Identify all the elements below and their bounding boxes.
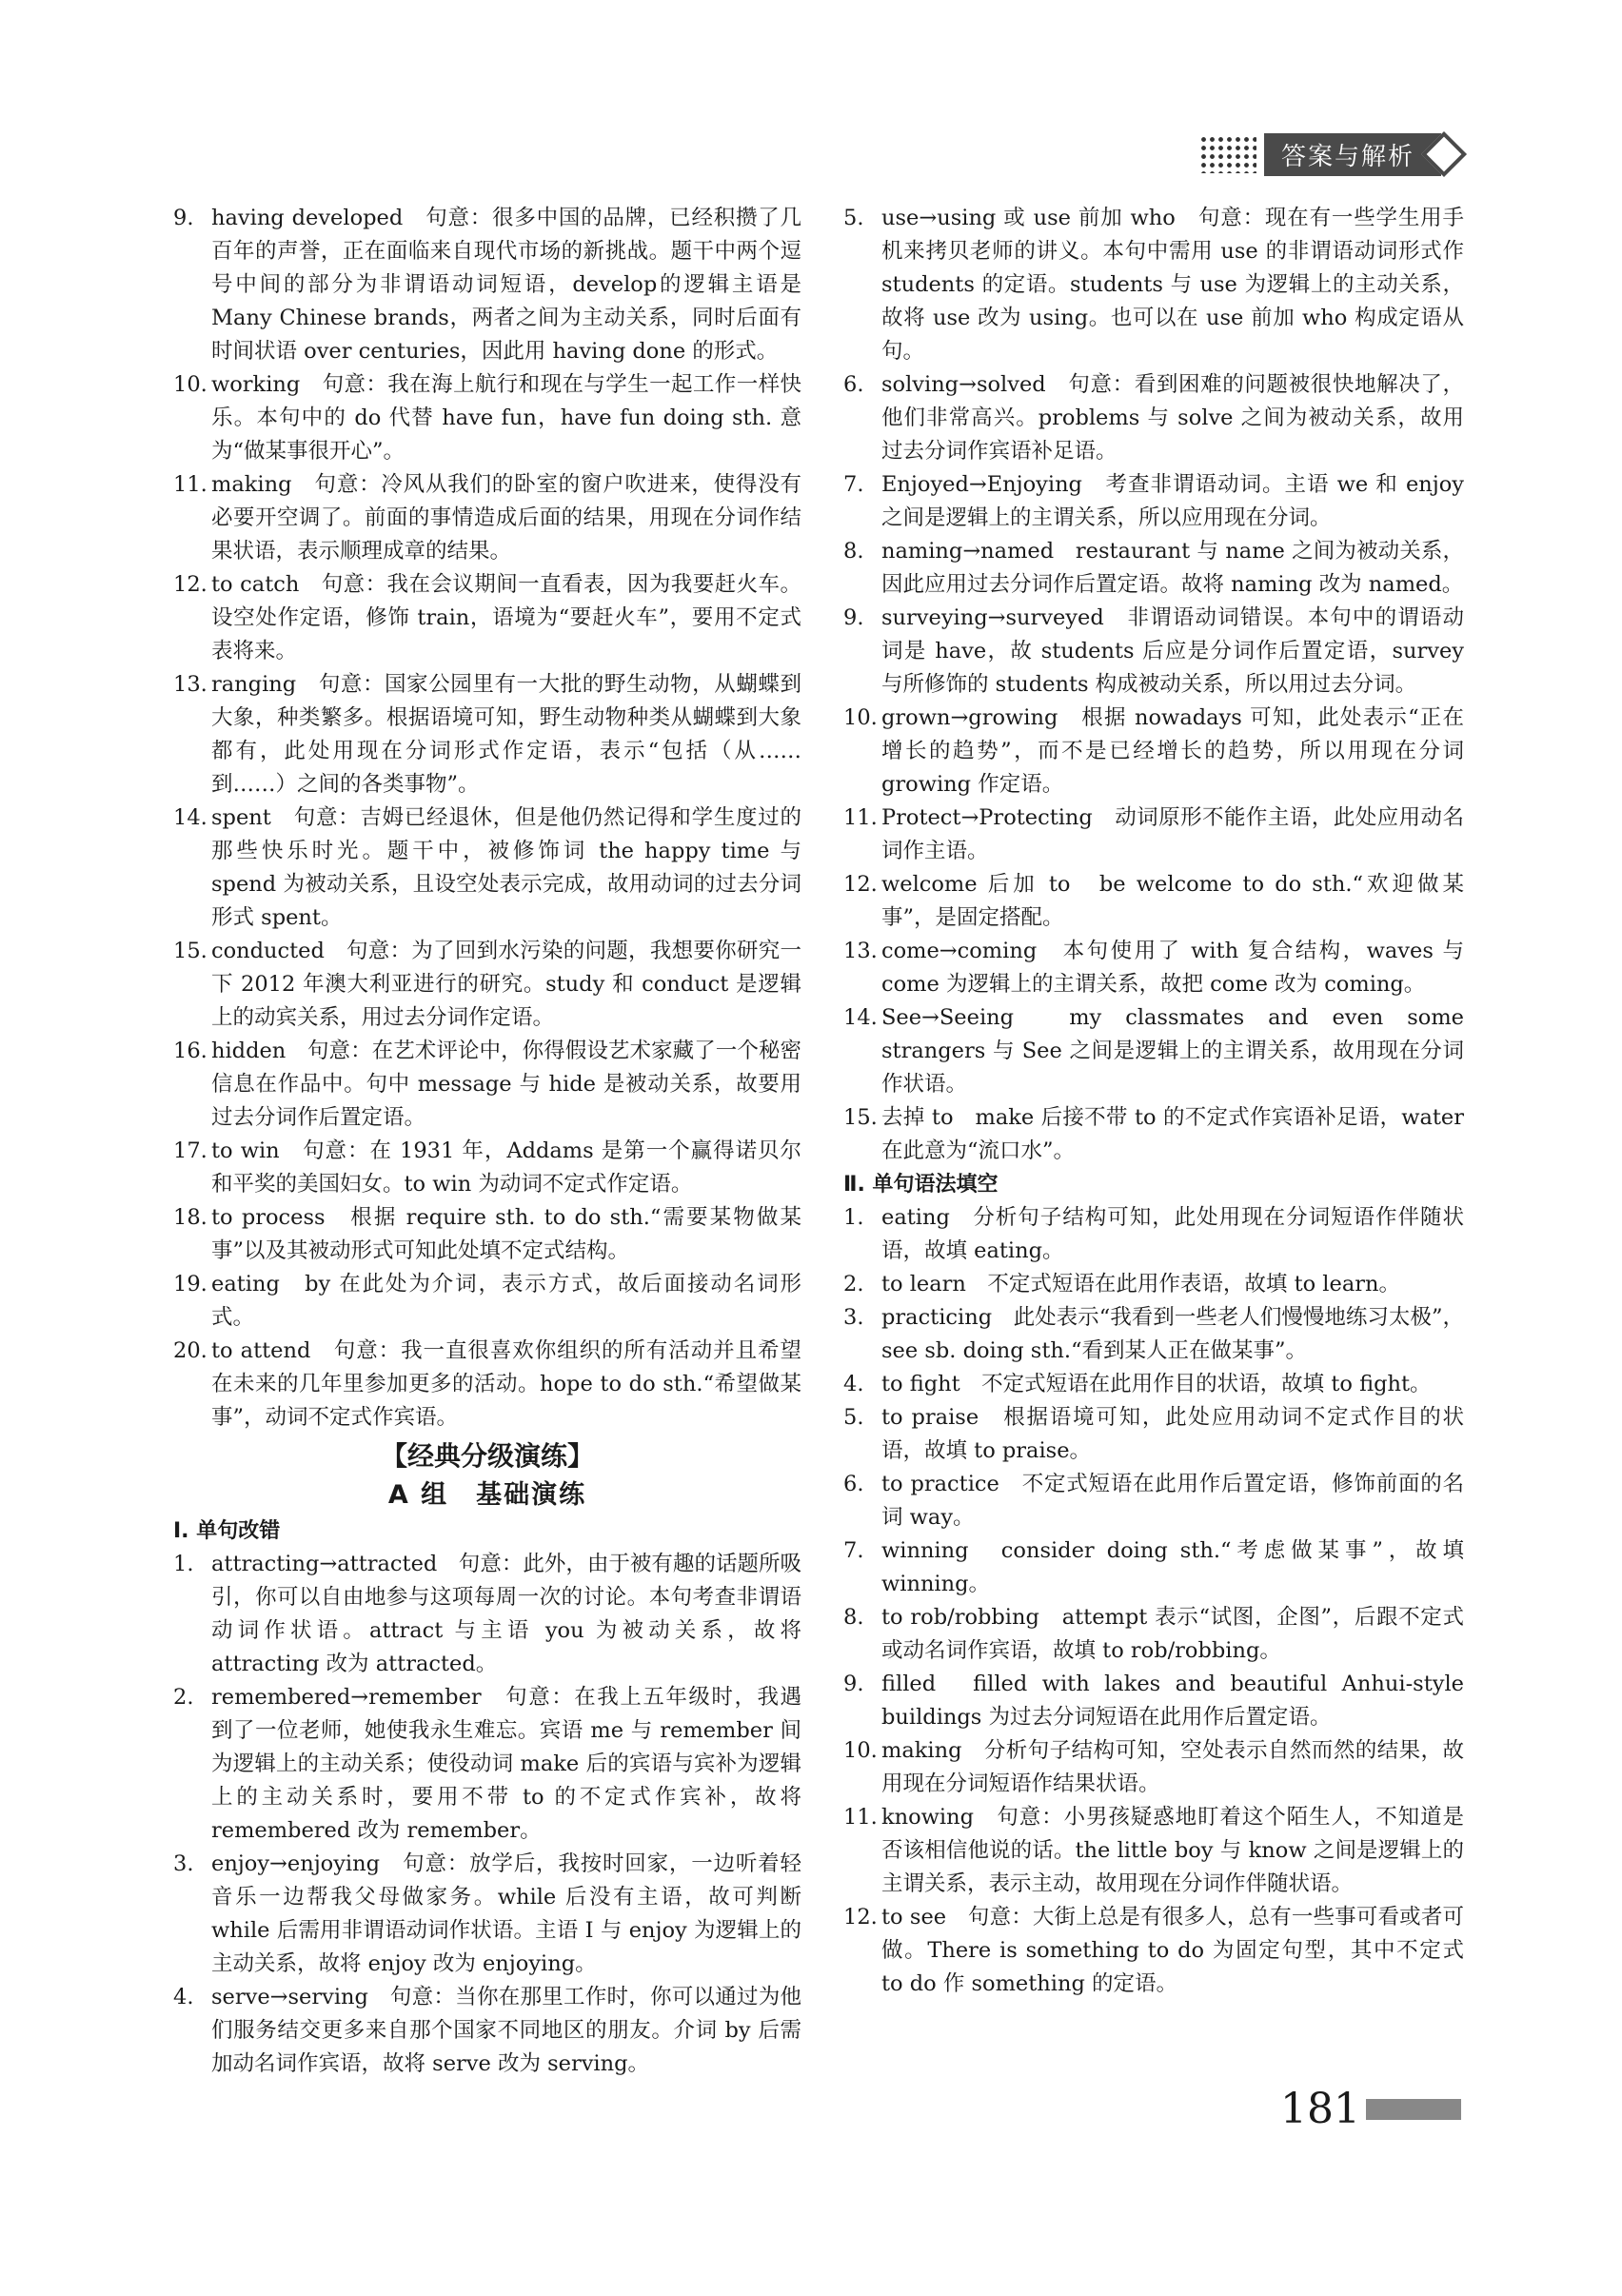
grammar-fill-list — [843, 1201, 1464, 2001]
item-text: to rob/robbing attempt 表示“试图，企图”，后跟不定式或动名词作宾语，故填 to rob/robbing。 — [881, 1605, 1464, 1663]
item-text: naming→named restaurant 与 name 之间为被动关系，因此应用过去分词作后置定语。故将 naming 改为 named。 — [881, 539, 1464, 597]
item-text: come→coming 本句使用了 with 复合结构，waves 与 come 为逻辑上的主谓关系，故把 come 改为 coming。 — [881, 939, 1464, 997]
list-item — [173, 1548, 801, 1681]
list-item — [173, 668, 801, 802]
item-text: to win 句意：在 1931 年，Addams 是第一个赢得诺贝尔和平奖的美国妇女。to win 为动词不定式作定语。 — [211, 1138, 801, 1197]
list-item — [843, 535, 1464, 602]
item-text: welcome 后加 to be welcome to do sth.“欢迎做某事”，是固定搭配。 — [881, 872, 1464, 930]
item-number: 11. — [173, 472, 208, 497]
error-correction-list-right — [843, 202, 1464, 1168]
list-item — [173, 802, 801, 935]
item-number: 4. — [173, 1985, 194, 2009]
section-title-error-correction: Ⅰ. 单句改错 — [173, 1519, 281, 1543]
list-item — [173, 1681, 801, 1848]
header-label: 答案与解析 — [1264, 133, 1441, 176]
list-item — [843, 935, 1464, 1001]
item-text: to learn 不定式短语在此用作表语，故填 to learn。 — [881, 1272, 1400, 1296]
item-text: attracting→attracted 句意：此外，由于被有趣的话题所吸引，你可以自由地参与这项每周一次的讨论。本句考查非谓语动词作状语。attract 与主语 you 为被动关系，故将 attracting 改为 attracted。 — [211, 1552, 801, 1676]
item-number: 10. — [173, 372, 208, 397]
item-number: 11. — [843, 805, 878, 830]
list-item — [173, 468, 801, 568]
item-text: spent 句意：吉姆已经退休，但是他仍然记得和学生度过的那些快乐时光。题干中，被修饰词 the happy time 与 spend 为被动关系，且设空处表示完成，故用动词的过去分词形式 spent。 — [211, 805, 801, 930]
item-text: hidden 句意：在艺术评论中，你得假设艺术家藏了一个秘密信息在作品中。句中 message 与 hide 是被动关系，故要用过去分词作后置定语。 — [211, 1039, 801, 1130]
item-number: 7. — [843, 472, 864, 497]
answer-list-top — [173, 202, 801, 1435]
list-item — [173, 202, 801, 368]
item-text: surveying→surveyed 非谓语动词错误。本句中的谓语动词是 have，故 students 后应是分词作后置定语，survey 与所修饰的 students 构成被动关系，所以用过去分词。 — [881, 605, 1464, 697]
item-text: 去掉 to make 后接不带 to 的不定式作宾语补足语，water 在此意为“流口水”。 — [881, 1105, 1464, 1163]
item-text: to attend 句意：我一直很喜欢你组织的所有活动并且希望在未来的几年里参加更多的活动。hope to do sth.“希望做某事”，动词不定式作宾语。 — [211, 1338, 801, 1430]
item-number: 16. — [173, 1039, 208, 1063]
item-number: 12. — [173, 572, 208, 597]
item-number: 11. — [843, 1805, 878, 1830]
item-number: 10. — [843, 705, 878, 730]
item-text: grown→growing 根据 nowadays 可知，此处表示“正在增长的趋势”，而不是已经增长的趋势，所以用现在分词 growing 作定语。 — [881, 705, 1464, 797]
list-item — [843, 202, 1464, 368]
list-item — [843, 1368, 1464, 1401]
list-item — [843, 1534, 1464, 1601]
item-text: to fight 不定式短语在此用作目的状语，故填 to fight。 — [881, 1372, 1432, 1396]
list-item — [843, 1001, 1464, 1101]
list-item — [843, 1401, 1464, 1468]
item-text: Enjoyed→Enjoying 考查非谓语动词。主语 we 和 enjoy 之间是逻辑上的主谓关系，所以应用现在分词。 — [881, 472, 1464, 530]
item-number: 5. — [843, 206, 864, 230]
item-text: ranging 句意：国家公园里有一大批的野生动物，从蝴蝶到大象，种类繁多。根据语境可知，野生动物种类从蝴蝶到大象都有，此处用现在分词形式作定语，表示“包括（从……到……）之间的各类事物”。 — [211, 672, 801, 797]
list-item — [173, 1335, 801, 1435]
practice-heading: 【经典分级演练】 — [380, 1440, 594, 1472]
item-number: 19. — [173, 1272, 208, 1296]
item-text: working 句意：我在海上航行和现在与学生一起工作一样快乐。本句中的 do 代替 have fun，have fun doing sth. 意为“做某事很开心”。 — [211, 372, 801, 464]
list-item — [173, 568, 801, 668]
list-item — [173, 1981, 801, 2081]
item-text: winning consider doing sth.“考虑做某事”，故填 winning。 — [881, 1538, 1464, 1596]
item-text: eating 分析句子结构可知，此处用现在分词短语作伴随状语，故填 eating。 — [881, 1205, 1464, 1263]
item-text: filled filled with lakes and beautiful Anhui-style buildings 为过去分词短语在此用作后置定语。 — [881, 1672, 1464, 1730]
item-number: 15. — [173, 939, 208, 963]
item-number: 12. — [843, 1905, 878, 1930]
item-number: 12. — [843, 872, 878, 897]
list-item — [173, 1848, 801, 1981]
item-number: 3. — [843, 1305, 864, 1330]
list-item — [843, 1301, 1464, 1368]
list-item — [843, 802, 1464, 868]
item-text: having developed 句意：很多中国的品牌，已经积攒了几百年的声誉，正在面临来自现代市场的新挑战。题干中两个逗号中间的部分为非谓语动词短语，develop的逻辑主语是 Many Chinese brands，两者之间为主动关系，同时后面有时间状语 over centuries，因此用 having done 的形式。 — [211, 206, 801, 364]
item-text: serve→serving 句意：当你在那里工作时，你可以通过为他们服务结交更多来自那个国家不同地区的朋友。介词 by 后需加动名词作宾语，故将 serve 改为 serving。 — [211, 1985, 801, 2076]
item-text: to process 根据 require sth. to do sth.“需要某物做某事”以及其被动形式可知此处填不定式结构。 — [211, 1205, 801, 1263]
item-text: Protect→Protecting 动词原形不能作主语，此处应用动名词作主语。 — [881, 805, 1464, 863]
item-text: making 句意：冷风从我们的卧室的窗户吹进来，使得没有必要开空调了。前面的事情造成后面的结果，用现在分词作结果状语，表示顺理成章的结果。 — [211, 472, 801, 564]
item-number: 7. — [843, 1538, 864, 1563]
list-item — [843, 1734, 1464, 1801]
item-number: 9. — [843, 605, 864, 630]
error-correction-list-left — [173, 1548, 801, 2081]
list-item — [173, 368, 801, 468]
item-number: 8. — [843, 1605, 864, 1630]
grid-dots-icon — [1199, 135, 1256, 173]
item-text: conducted 句意：为了回到水污染的问题，我想要你研究一下 2012 年澳大利亚进行的研究。study 和 conduct 是逻辑上的动宾关系，用过去分词作定语。 — [211, 939, 801, 1030]
list-item — [843, 368, 1464, 468]
item-number: 6. — [843, 372, 864, 397]
list-item — [173, 1035, 801, 1135]
item-number: 20. — [173, 1338, 208, 1363]
right-column — [843, 202, 1464, 2001]
list-item — [843, 702, 1464, 802]
section-title-grammar-fill: Ⅱ. 单句语法填空 — [843, 1173, 999, 1197]
item-text: remembered→remember 句意：在我上五年级时，我遇到了一位老师，她使我永生难忘。宾语 me 与 remember 间为逻辑上的主动关系；使役动词 make 后的宾语与宾补为逻辑上的主动关系时，要用不带 to 的不定式作宾补，故将 remembered 改为 remember。 — [211, 1685, 801, 1843]
list-item — [843, 602, 1464, 702]
page-number: 181 — [1280, 2085, 1360, 2133]
list-item — [173, 1135, 801, 1201]
item-text: practicing 此处表示“我看到一些老人们慢慢地练习太极”，see sb. doing sth.“看到某人正在做某事”。 — [881, 1305, 1464, 1363]
item-number: 5. — [843, 1405, 864, 1430]
item-number: 6. — [843, 1472, 864, 1496]
item-text: to praise 根据语境可知，此处应用动词不定式作目的状语，故填 to praise。 — [881, 1405, 1464, 1463]
list-item — [843, 1668, 1464, 1734]
list-item — [843, 1601, 1464, 1668]
item-text: to practice 不定式短语在此用作后置定语，修饰前面的名词 way。 — [881, 1472, 1464, 1530]
item-number: 18. — [173, 1205, 208, 1230]
item-number: 14. — [173, 805, 208, 830]
list-item — [173, 1268, 801, 1335]
item-number: 9. — [173, 206, 194, 230]
list-item — [843, 1901, 1464, 2001]
item-text: use→using 或 use 前加 who 句意：现在有一些学生用手机来拷贝老师的讲义。本句中需用 use 的非谓语动词形式作 students 的定语。students 与 use 为逻辑上的主动关系，故将 use 改为 using。也可以在 use 前加 who 构成定语从句。 — [881, 206, 1464, 364]
list-item — [843, 1268, 1464, 1301]
list-item — [843, 468, 1464, 535]
item-text: knowing 句意：小男孩疑惑地盯着这个陌生人，不知道是否该相信他说的话。the little boy 与 know 之间是逻辑上的主谓关系，表示主动，故用现在分词作伴随状语。 — [881, 1805, 1464, 1896]
item-text: to catch 句意：我在会议期间一直看表，因为我要赶火车。设空处作定语，修饰 train，语境为“要赶火车”，要用不定式表将来。 — [211, 572, 801, 663]
list-item — [843, 1101, 1464, 1168]
item-number: 4. — [843, 1372, 864, 1396]
item-number: 13. — [173, 672, 208, 697]
item-number: 1. — [843, 1205, 864, 1230]
list-item — [843, 1801, 1464, 1901]
item-text: solving→solved 句意：看到困难的问题被很快地解决了，他们非常高兴。problems 与 solve 之间为被动关系，故用过去分词作宾语补足语。 — [881, 372, 1464, 464]
item-number: 1. — [173, 1552, 194, 1576]
item-number: 17. — [173, 1138, 208, 1163]
page-number-bar — [1366, 2099, 1461, 2120]
item-text: enjoy→enjoying 句意：放学后，我按时回家，一边听着轻音乐一边帮我父母做家务。while 后没有主语，故可判断 while 后需用非谓语动词作状语。主语 I 与 enjoy 为逻辑上的主动关系，故将 enjoy 改为 enjoying。 — [211, 1851, 801, 1976]
item-number: 2. — [173, 1685, 194, 1710]
list-item — [173, 1201, 801, 1268]
item-text: See→Seeing my classmates and even some strangers 与 See 之间是逻辑上的主谓关系，故用现在分词作状语。 — [881, 1005, 1464, 1097]
item-number: 15. — [843, 1105, 878, 1130]
item-number: 3. — [173, 1851, 194, 1876]
left-column — [173, 202, 801, 2081]
list-item — [843, 868, 1464, 935]
item-text: making 分析句子结构可知，空处表示自然而然的结果，故用现在分词短语作结果状语。 — [881, 1738, 1464, 1796]
page-header — [1199, 133, 1460, 175]
item-number: 8. — [843, 539, 864, 564]
item-text: eating by 在此处为介词，表示方式，故后面接动名词形式。 — [211, 1272, 801, 1330]
item-number: 10. — [843, 1738, 878, 1763]
list-item — [173, 935, 801, 1035]
list-item — [843, 1201, 1464, 1268]
list-item — [843, 1468, 1464, 1534]
item-number: 2. — [843, 1272, 864, 1296]
group-heading: A 组 基础演练 — [387, 1480, 587, 1510]
item-number: 9. — [843, 1672, 864, 1696]
item-number: 13. — [843, 939, 878, 963]
item-text: to see 句意：大街上总是有很多人，总有一些事可看或者可做。There is something to do 为固定句型，其中不定式 to do 作 something 的定语。 — [881, 1905, 1464, 1996]
item-number: 14. — [843, 1005, 878, 1030]
